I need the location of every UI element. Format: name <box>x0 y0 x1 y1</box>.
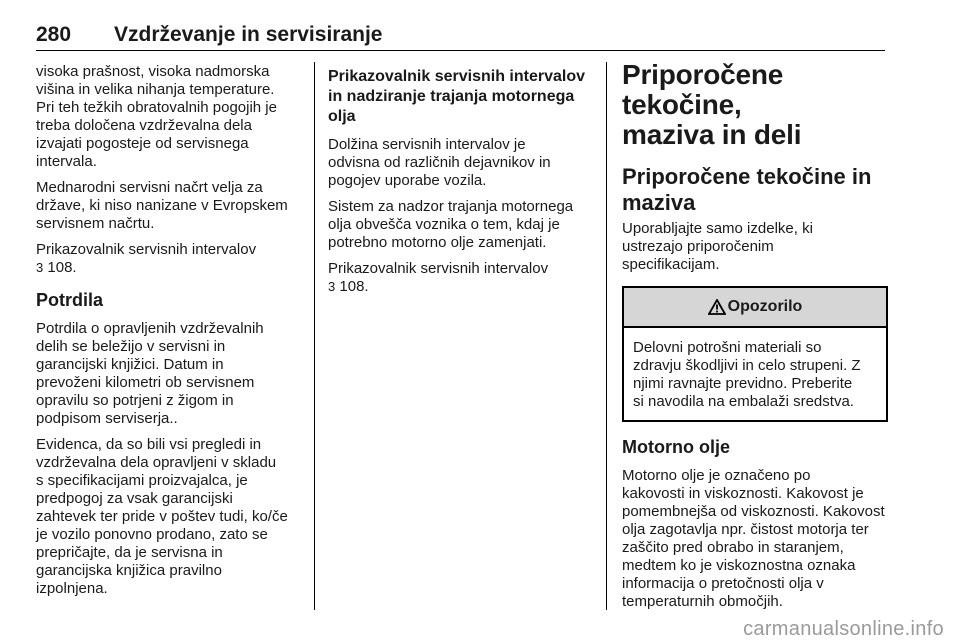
paragraph-certificates: Potrdila o opravljenih vzdrževalnih delih se beležijo v servisni in garancijski knjižici. Datum in prevoženi kilometri ob servisnem opravilu so potrjeni z žigom in podpisom serviserja.. <box>36 320 264 427</box>
warning-triangle-icon <box>708 299 726 315</box>
cross-reference-service-display[interactable] <box>328 260 594 296</box>
warning-box <box>622 286 888 422</box>
paragraph-intro: Uporabljajte samo izdelke, ki ustrezajo priporočenim specifikacijam. <box>622 220 813 273</box>
section-heading-potrdila: Potrdila <box>36 290 104 310</box>
column-divider-1 <box>314 62 315 610</box>
cross-reference-text: Prikazovalnik servisnih intervalov <box>36 241 257 258</box>
page-reference[interactable]: 108. <box>47 259 77 276</box>
column-divider-2 <box>606 62 607 610</box>
paragraph-international-plan: Mednarodni servisni načrt velja za države, ki niso nanizane v Evropskem servisnem načrtu. <box>36 179 288 232</box>
column-2 <box>328 63 594 304</box>
paragraph-interval-length: Dolžina servisnih intervalov je odvisna od različnih dejavnikov in pogojev uporabe vozila. <box>328 136 551 189</box>
arrow-icon: 3 <box>36 260 44 275</box>
section-heading-service-interval: Prikazovalnik servisnih intervalov in nadziranje trajanja motornega olja <box>328 68 586 125</box>
page-number: 280 <box>36 23 72 46</box>
chapter-title: Priporočene tekočine, maziva in deli <box>622 59 802 150</box>
section-heading-motor-oil: Motorno olje <box>622 437 730 457</box>
arrow-icon: 3 <box>328 279 336 294</box>
paragraph-conditions: visoka prašnost, visoka nadmorska višina in velika nihanja temperature. Pri teh težkih obratovalnih pogojih je treba določena vzdrževalna dela izvajati pogosteje od servisnega intervala. <box>36 63 277 170</box>
paragraph-oil-monitoring: Sistem za nadzor trajanja motornega olja obvešča voznika o tem, kdaj je potrebno motorno olje zamenjati. <box>328 198 574 251</box>
header-divider <box>36 50 885 51</box>
cross-reference-service-display[interactable] <box>36 241 306 277</box>
cross-reference-text: Prikazovalnik servisnih intervalov <box>328 260 549 277</box>
warning-text: Delovni potrošni materiali so zdravju škodljivi in celo strupeni. Z njimi ravnajte previdno. Preberite si navodila na embalaži sredstva. <box>633 339 861 410</box>
warning-body <box>624 328 886 420</box>
paragraph-evidence: Evidenca, da so bili vsi pregledi in vzdrževalna dela opravljeni v skladu s specifikacijami proizvajalca, je predpogoj za vsak garancijski zahtevek ter pride v poštev tudi, ko/če je vozilo ponovno prodano, zato se prepričajte, da je servisna in garancijska knjižica pravilno izpolnjena. <box>36 436 288 597</box>
warning-header <box>624 288 886 328</box>
page-reference[interactable]: 108. <box>339 278 369 295</box>
column-3 <box>622 60 888 619</box>
running-title: Vzdrževanje in servisiranje <box>114 23 383 46</box>
column-1 <box>36 63 306 606</box>
paragraph-motor-oil: Motorno olje je označeno po kakovosti in viskoznosti. Kakovost je pomembnejša od viskoznosti. Kakovost olja zagotavlja npr. čistost motorja ter zaščito pred obrabo in staranjem, medtem ko je viskoznostna oznaka informacija o pretočnosti olja v temperaturnih območjih. <box>622 467 885 610</box>
warning-title: Opozorilo <box>727 298 803 315</box>
watermark: carmanualsonline.info <box>743 618 944 640</box>
section-title: Priporočene tekočine in maziva <box>622 164 872 215</box>
